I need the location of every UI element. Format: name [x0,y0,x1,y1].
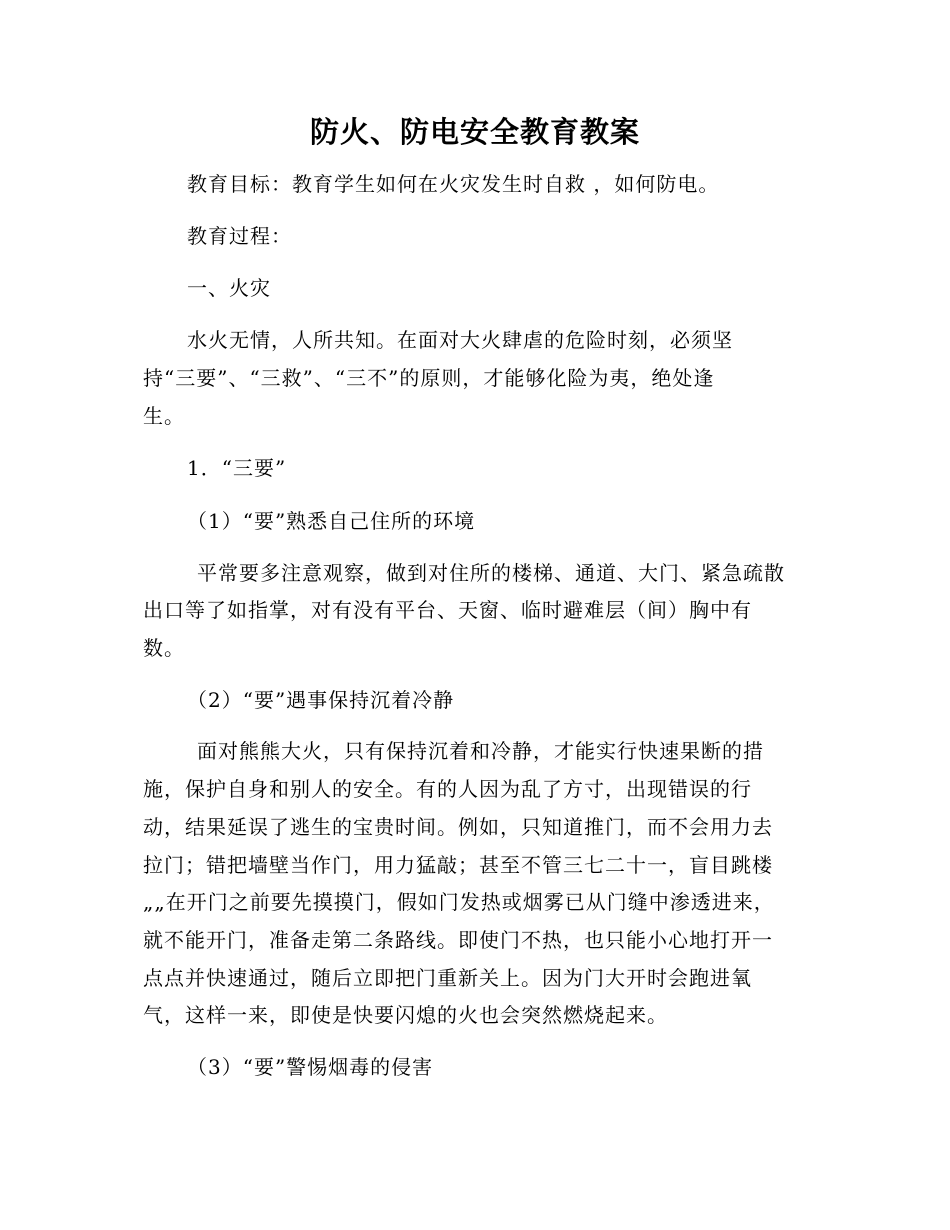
paragraph-line: 施，保护自身和别人的安全。有的人因为乱了方寸，出现错误的行 [143,777,752,801]
document-title: 防火、防电安全教育教案 [309,115,640,149]
section-heading: 一、火灾 [187,276,271,300]
paragraph-line: 水火无情，人所共知。在面对大火肆虐的危险时刻，必须坚 [187,328,733,352]
paragraph-line: 出口等了如指掌，对有没有平台、天窗、临时避难层（间）胸中有 [143,598,752,622]
paragraph-line: 点点并快速通过，随后立即把门重新关上。因为门大开时会跑进氧 [143,966,752,990]
paragraph-line: 面对熊熊大火，只有保持沉着和冷静，才能实行快速果断的措 [197,739,764,763]
paragraph-line: 持“三要”、“三救”、“三不”的原则，才能够化险为夷，绝处逢 [143,366,715,390]
subsection-heading: （2）“要”遇事保持沉着冷静 [187,688,455,712]
paragraph-line: 动，结果延误了逃生的宝贵时间。例如，只知道推门，而不会用力去 [143,815,773,839]
subsection-heading: （1）“要”熟悉自己住所的环境 [187,509,476,533]
paragraph-line: 教育过程： [187,224,292,248]
subsection-heading: 1．“三要” [187,456,287,480]
subsection-heading: （3）“要”警惕烟毒的侵害 [187,1055,434,1079]
paragraph-line: 气，这样一来，即使是快要闪熄的火也会突然燃烧起来。 [143,1003,668,1027]
paragraph-line: 教育目标：教育学生如何在火灾发生时自救 ，如何防电。 [187,172,720,196]
paragraph-line: 平常要多注意观察，做到对住所的楼梯、通道、大门、紧急疏散 [197,561,785,585]
paragraph-line: 就不能开门，准备走第二条路线。即使门不热，也只能小心地打开一 [143,928,773,952]
paragraph-line: 数。 [143,636,185,660]
paragraph-line: 拉门；错把墙壁当作门，用力猛敲；甚至不管三七二十一，盲目跳楼 [143,853,773,877]
paragraph-line: 生。 [143,404,185,428]
paragraph-line: „„在开门之前要先摸摸门，假如门发热或烟雾已从门缝中渗透进来， [143,890,775,914]
